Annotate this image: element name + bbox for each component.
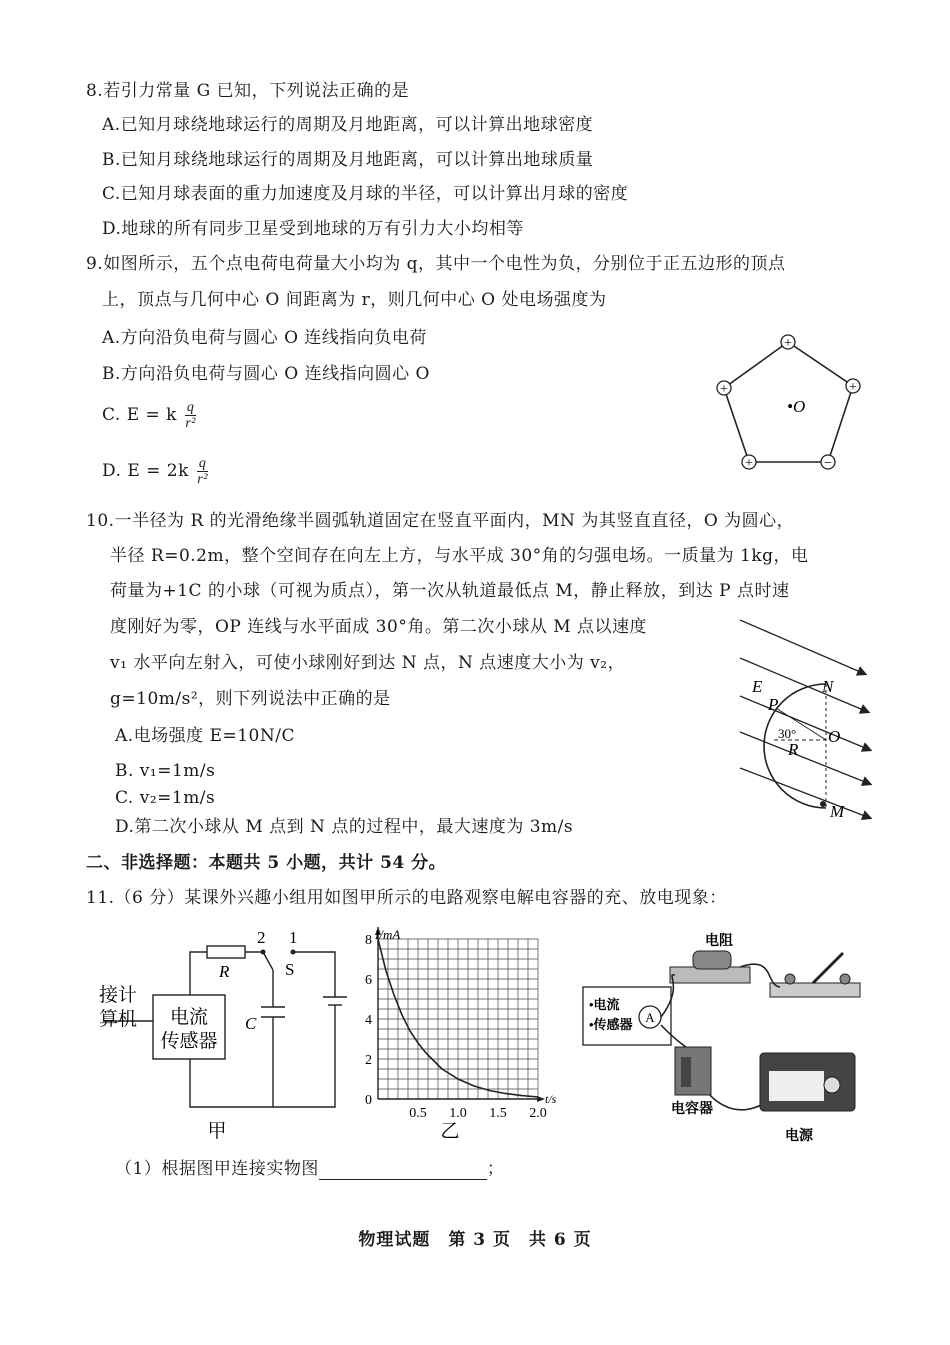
power-source-label: 电源 (785, 1129, 813, 1144)
caption-jia: 甲 (207, 1121, 227, 1142)
capacitor-photo (675, 1047, 711, 1095)
label-1: 1 (289, 928, 298, 947)
ammeter-label: A (645, 1010, 655, 1025)
q11-part1 (115, 1158, 504, 1180)
q10-stem-line5: v₁ 水平向左射入，可使小球刚好到达 N 点，N 点速度大小为 v₂， (110, 653, 626, 673)
y-tick-label: 4 (365, 1013, 372, 1028)
circuit-diagram-jia (95, 925, 355, 1143)
resistor-label: 电阻 (705, 934, 733, 949)
svg-text:+: + (745, 456, 753, 471)
q8-stem: 8.若引力常量 G 已知，下列说法正确的是 (86, 81, 410, 101)
q8-option-b: B.已知月球绕地球运行的周期及月地距离，可以计算出地球质量 (102, 150, 594, 170)
y-tick-label: 2 (365, 1053, 372, 1068)
computer-label-2: 算机 (99, 1009, 138, 1030)
x-tick-label: 1.0 (449, 1106, 467, 1121)
svg-text:+: + (784, 336, 792, 351)
q9-stem-line2: 上，顶点与几何中心 O 间距离为 r，则几何中心 O 处电场强度为 (102, 290, 607, 310)
x-tick-label: 2.0 (529, 1106, 547, 1121)
charge-right (846, 379, 860, 395)
label-angle: 30° (778, 726, 797, 741)
section-2-heading: 二、非选择题：本题共 5 小题，共计 54 分。 (86, 853, 447, 873)
y-tick-label: 6 (365, 973, 372, 988)
q9-option-d-label: D. E = 2k (102, 461, 189, 481)
q9-stem-line1: 9.如图所示，五个点电荷电荷量大小均为 q，其中一个电性为负，分别位于正五边形的顶点 (86, 254, 786, 274)
label-r: R (219, 962, 230, 981)
sensor-box-label-1: •电流 (589, 997, 620, 1012)
label-o: O (828, 727, 841, 746)
q9-option-c (102, 400, 196, 431)
q11-part1-end: ； (486, 1159, 505, 1179)
q10-stem-line6: g=10m/s²，则下列说法中正确的是 (110, 689, 391, 709)
svg-text:+: + (720, 382, 728, 397)
q10-stem-line4: 度刚好为零，OP 连线与水平面成 30°角。第二次小球从 M 点以速度 (110, 617, 648, 637)
switch-photo (770, 953, 860, 997)
q9-option-c-label: C. E = k (102, 405, 177, 425)
answer-blank[interactable] (319, 1161, 487, 1180)
center-o-label: •O (787, 397, 806, 416)
label-r: R (788, 740, 799, 759)
y-axis-label: I/mA (375, 927, 401, 942)
charge-bottom-left (742, 455, 756, 471)
q10-stem-line1: 10.一半径为 R 的光滑绝缘半圆弧轨道固定在竖直平面内，MN 为其竖直直径，O 为圆心， (86, 511, 795, 531)
q10-option-c: C. v₂=1m/s (115, 788, 216, 808)
y-tick-label: 0 (365, 1093, 372, 1108)
q9-option-a: A.方向沿负电荷与圆心 O 连线指向负电荷 (102, 328, 427, 348)
fraction-denominator: r² (185, 416, 196, 431)
q10-stem-line2: 半径 R=0.2m，整个空间存在向左上方，与水平成 30°角的匀强电场。一质量为 1kg，电 (110, 546, 809, 566)
resistor-photo (670, 951, 750, 983)
fraction-denominator: r² (197, 472, 208, 487)
label-p: P (768, 695, 779, 714)
fraction-numerator: q (186, 400, 195, 415)
q11-part1-text: （1）根据图甲连接实物图 (115, 1159, 319, 1179)
page-footer: 物理试题 第 3 页 共 6 页 (358, 1230, 592, 1250)
label-c: C (245, 1014, 257, 1033)
q9-option-c-fraction (185, 400, 197, 431)
q10-option-b: B. v₁=1m/s (115, 761, 216, 781)
label-s: S (285, 960, 295, 979)
charge-left (717, 381, 731, 397)
q10-stem-line3: 荷量为+1C 的小球（可视为质点），第一次从轨道最低点 M，静止释放，到达 P 点时速 (110, 581, 790, 601)
charge-bottom-right-negative (821, 455, 835, 471)
computer-label-1: 接计 (99, 985, 138, 1006)
semicircle-track-figure (730, 612, 880, 827)
q9-option-b: B.方向沿负电荷与圆心 O 连线指向圆心 O (102, 364, 430, 384)
q9-option-d-fraction (197, 456, 209, 487)
label-e: E (752, 677, 763, 696)
ball-m (820, 801, 826, 807)
q11-stem: 11.（6 分）某课外兴趣小组用如图甲所示的电路观察电解电容器的充、放电现象： (86, 888, 727, 908)
svg-text:−: − (824, 456, 832, 471)
label-n: N (822, 677, 834, 696)
q8-option-a: A.已知月球绕地球运行的周期及月地距离，可以计算出地球密度 (102, 115, 594, 135)
sensor-box-label-2: •传感器 (589, 1017, 633, 1032)
sensor-label-1: 电流 (169, 1007, 209, 1028)
q8-option-c: C.已知月球表面的重力加速度及月球的半径，可以计算出月球的密度 (102, 184, 629, 204)
y-tick-label: 8 (365, 933, 372, 948)
x-axis-label: t/s (545, 1092, 557, 1106)
x-tick-label: 1.5 (489, 1106, 507, 1121)
field-lines (740, 620, 870, 818)
pentagon-charge-figure (705, 330, 875, 480)
q8-option-d: D.地球的所有同步卫星受到地球的万有引力大小均相等 (102, 219, 524, 239)
q9-option-d (102, 456, 208, 487)
x-tick-label: 0.5 (409, 1106, 427, 1121)
svg-text:+: + (849, 380, 857, 395)
caption-yi: 乙 (440, 1121, 460, 1142)
current-time-graph-yi (355, 925, 570, 1150)
fraction-numerator: q (198, 456, 207, 471)
power-source-photo (760, 1053, 855, 1111)
charge-top (781, 335, 795, 351)
q10-option-d: D.第二次小球从 M 点到 N 点的过程中，最大速度为 3m/s (115, 817, 574, 837)
q10-option-a: A.电场强度 E=10N/C (115, 726, 295, 746)
label-2: 2 (257, 928, 266, 947)
physical-apparatus-figure (575, 925, 865, 1150)
label-m: M (830, 802, 845, 821)
sensor-label-2: 传感器 (160, 1031, 218, 1052)
capacitor-label: 电容器 (671, 1102, 713, 1117)
